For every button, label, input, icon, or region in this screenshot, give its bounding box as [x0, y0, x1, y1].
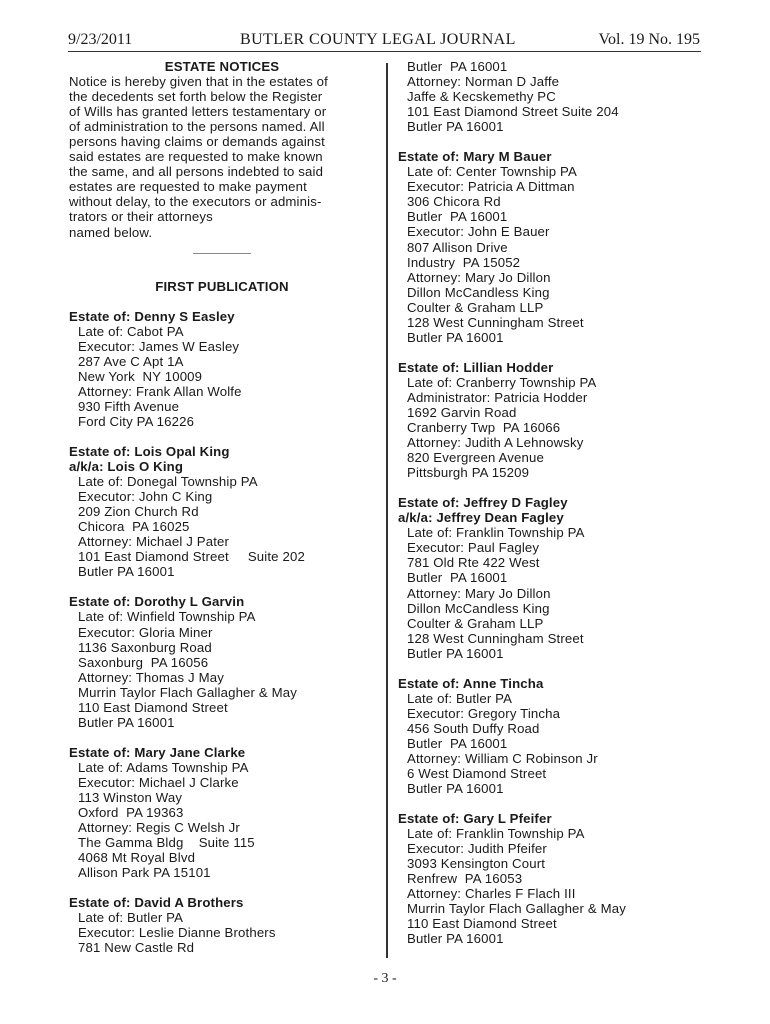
- estate-detail-line: Chicora PA 16025: [78, 519, 190, 535]
- estate-detail-line: Dillon McCandless King: [407, 600, 550, 616]
- page-number: - 3 -: [373, 971, 397, 986]
- estate-detail-line: Attorney: Norman D Jaffe: [407, 74, 560, 90]
- estate-name: Estate of: Jeffrey D Fagley: [398, 495, 568, 511]
- notice-intro-line: persons having claims or demands against: [69, 134, 325, 150]
- estate-detail-line: Late of: Butler PA: [78, 910, 184, 926]
- estate-detail-line: Butler PA 16001: [407, 209, 508, 225]
- volume-issue: Vol. 19 No. 195: [598, 31, 700, 48]
- estate-detail-line: Executor: Paul Fagley: [407, 540, 540, 556]
- estate-detail-line: Coulter & Graham LLP: [407, 299, 544, 315]
- right-estate-list: [398, 149, 698, 946]
- estate-entry: [398, 495, 698, 661]
- estate-detail-line: Executor: Michael J Clarke: [78, 774, 239, 790]
- estate-detail-line: Ford City PA 16226: [78, 413, 195, 429]
- estate-detail-line: Attorney: Frank Allan Wolfe: [78, 383, 242, 399]
- estate-detail-line: Late of: Franklin Township PA: [407, 525, 585, 541]
- estate-detail-line: Late of: Franklin Township PA: [407, 826, 585, 842]
- notice-intro-line: the decedents set forth below the Register: [69, 89, 323, 105]
- estate-detail-line: New York NY 10009: [78, 368, 203, 384]
- estate-detail-line: Attorney: Mary Jo Dillon: [407, 585, 551, 601]
- estate-name: Estate of: Lillian Hodder: [398, 359, 554, 375]
- notice-intro-line: trators or their attorneys: [69, 209, 213, 225]
- page-header: [68, 31, 700, 51]
- estate-detail-line: Attorney: Regis C Welsh Jr: [78, 820, 240, 836]
- estate-detail-line: Attorney: Thomas J May: [78, 669, 224, 685]
- estate-continuation: [398, 59, 698, 134]
- estate-detail-line: 128 West Cunningham Street: [407, 630, 584, 646]
- estate-detail-line: Late of: Adams Township PA: [78, 759, 249, 775]
- estate-detail-line: Allison Park PA 15101: [78, 865, 211, 881]
- estate-name: Estate of: Mary M Bauer: [398, 149, 552, 165]
- estate-detail-line: 3093 Kensington Court: [407, 856, 546, 872]
- notice-intro-line: of administration to the persons named. All: [69, 119, 325, 135]
- column-divider: [386, 63, 388, 958]
- estate-detail-line: 1136 Saxonburg Road: [78, 639, 212, 655]
- left-estate-list: [69, 309, 375, 956]
- notice-intro-line: without delay, to the executors or adminis-: [69, 194, 322, 210]
- notice-intro-line: of Wills has granted letters testamentary or: [69, 104, 327, 120]
- estate-entry: [398, 676, 698, 796]
- left-column: [69, 59, 375, 970]
- estate-entry: [69, 444, 375, 579]
- estate-detail-line: Industry PA 15052: [407, 254, 521, 270]
- estate-detail-line: 101 East Diamond Street Suite 202: [78, 549, 305, 565]
- estate-detail-line: Attorney: Michael J Pater: [78, 534, 230, 550]
- notice-intro-line: said estates are requested to make known: [69, 149, 323, 165]
- notice-intro-line: estates are requested to make payment: [69, 179, 307, 195]
- estate-entry: [69, 745, 375, 880]
- estate-name: a/k/a: Jeffrey Dean Fagley: [398, 510, 564, 526]
- estate-detail-line: 113 Winston Way: [78, 789, 183, 805]
- estate-detail-line: Executor: Gloria Miner: [78, 624, 213, 640]
- estate-detail-line: Executor: Judith Pfeifer: [407, 841, 547, 857]
- estate-detail-line: Butler PA 16001: [407, 570, 508, 586]
- estate-detail-line: 110 East Diamond Street: [78, 699, 228, 715]
- estate-detail-line: Attorney: Charles F Flach III: [407, 886, 576, 902]
- notice-intro-line: Notice is hereby given that in the estates of: [69, 74, 328, 90]
- estate-detail-line: Butler PA 16001: [407, 329, 504, 345]
- estate-detail-line: 781 New Castle Rd: [78, 940, 195, 956]
- estate-entry: [398, 811, 698, 946]
- estate-detail-line: Attorney: William C Robinson Jr: [407, 750, 598, 766]
- notice-intro-line: the same, and all persons indebted to said: [69, 164, 324, 180]
- estate-detail-line: 110 East Diamond Street: [407, 916, 557, 932]
- estate-detail-line: 287 Ave C Apt 1A: [78, 353, 184, 369]
- estate-detail-line: Administrator: Patricia Hodder: [407, 389, 588, 405]
- estate-detail-line: Dillon McCandless King: [407, 284, 550, 300]
- notice-intro: [69, 74, 375, 240]
- estate-detail-line: Attorney: Judith A Lehnowsky: [407, 435, 584, 451]
- right-column: [398, 59, 698, 962]
- estate-detail-line: Late of: Donegal Township PA: [78, 474, 258, 490]
- estate-name: Estate of: Lois Opal King: [69, 443, 230, 459]
- estate-entry: [398, 149, 698, 345]
- estate-detail-line: Executor: Patricia A Dittman: [407, 179, 575, 195]
- estate-detail-line: Attorney: Mary Jo Dillon: [407, 269, 551, 285]
- estate-detail-line: Oxford PA 19363: [78, 805, 184, 821]
- estate-name: a/k/a: Lois O King: [69, 459, 184, 475]
- estate-name: Estate of: Mary Jane Clarke: [69, 744, 246, 760]
- estate-detail-line: 1692 Garvin Road: [407, 404, 517, 420]
- estate-entry: [69, 594, 375, 729]
- notice-intro-line: named below.: [69, 224, 153, 240]
- estate-detail-line: The Gamma Bldg Suite 115: [78, 835, 255, 851]
- estate-detail-line: 306 Chicora Rd: [407, 194, 501, 210]
- estate-detail-line: Murrin Taylor Flach Gallagher & May: [407, 901, 627, 917]
- estate-detail-line: Butler PA 16001: [407, 735, 508, 751]
- estate-detail-line: Late of: Cabot PA: [78, 323, 184, 339]
- estate-detail-line: Renfrew PA 16053: [407, 871, 523, 887]
- estate-entry: [69, 895, 375, 955]
- estate-detail-line: 101 East Diamond Street Suite 204: [407, 104, 619, 120]
- estate-entry: [398, 360, 698, 480]
- estate-name: Estate of: Dorothy L Garvin: [69, 594, 245, 610]
- estate-detail-line: Butler PA 16001: [407, 59, 508, 74]
- estate-detail-line: 820 Evergreen Avenue: [407, 450, 544, 466]
- section-title: FIRST PUBLICATION: [155, 278, 289, 294]
- estate-detail-line: 781 Old Rte 422 West: [407, 555, 540, 571]
- header-rule: [68, 51, 701, 52]
- estate-detail-line: 209 Zion Church Rd: [78, 504, 199, 520]
- estate-detail-line: Saxonburg PA 16056: [78, 654, 209, 670]
- estate-name: Estate of: Anne Tincha: [398, 675, 544, 691]
- estate-detail-line: Jaffe & Kecskemethy PC: [407, 89, 556, 105]
- estate-detail-line: Executor: John C King: [78, 489, 213, 505]
- estate-name: Estate of: Gary L Pfeifer: [398, 811, 552, 827]
- estate-entry: [69, 309, 375, 429]
- section-divider: [193, 253, 251, 254]
- estate-detail-line: Butler PA 16001: [78, 714, 175, 730]
- header-date: 9/23/2011: [68, 31, 133, 48]
- estate-detail-line: Late of: Butler PA: [407, 690, 513, 706]
- estate-detail-line: Late of: Winfield Township PA: [78, 609, 256, 625]
- journal-title: BUTLER COUNTY LEGAL JOURNAL: [240, 31, 516, 48]
- estate-detail-line: Butler PA 16001: [407, 931, 504, 947]
- estate-detail-line: 4068 Mt Royal Blvd: [78, 850, 196, 866]
- estate-detail-line: Murrin Taylor Flach Gallagher & May: [78, 684, 298, 700]
- estate-detail-line: Executor: Gregory Tincha: [407, 705, 561, 721]
- estate-detail-line: 6 West Diamond Street: [407, 766, 547, 782]
- notices-title: ESTATE NOTICES: [164, 59, 280, 74]
- estate-detail-line: Executor: James W Easley: [78, 338, 240, 354]
- estate-detail-line: Butler PA 16001: [407, 119, 504, 135]
- estate-detail-line: Butler PA 16001: [78, 564, 175, 580]
- estate-detail-line: Executor: John E Bauer: [407, 224, 550, 240]
- estate-detail-line: 128 West Cunningham Street: [407, 314, 584, 330]
- estate-detail-line: 807 Allison Drive: [407, 239, 508, 255]
- estate-detail-line: Coulter & Graham LLP: [407, 615, 544, 631]
- estate-detail-line: 456 South Duffy Road: [407, 720, 540, 736]
- estate-name: Estate of: Denny S Easley: [69, 308, 235, 324]
- estate-detail-line: Executor: Leslie Dianne Brothers: [78, 925, 276, 941]
- estate-detail-line: Butler PA 16001: [407, 645, 504, 661]
- estate-detail-line: Cranberry Twp PA 16066: [407, 420, 561, 436]
- estate-detail-line: Late of: Center Township PA: [407, 164, 577, 180]
- estate-detail-line: Late of: Cranberry Township PA: [407, 374, 597, 390]
- estate-detail-line: Butler PA 16001: [407, 781, 504, 797]
- estate-name: Estate of: David A Brothers: [69, 895, 244, 911]
- estate-detail-line: 930 Fifth Avenue: [78, 398, 180, 414]
- estate-detail-line: Pittsburgh PA 15209: [407, 465, 530, 481]
